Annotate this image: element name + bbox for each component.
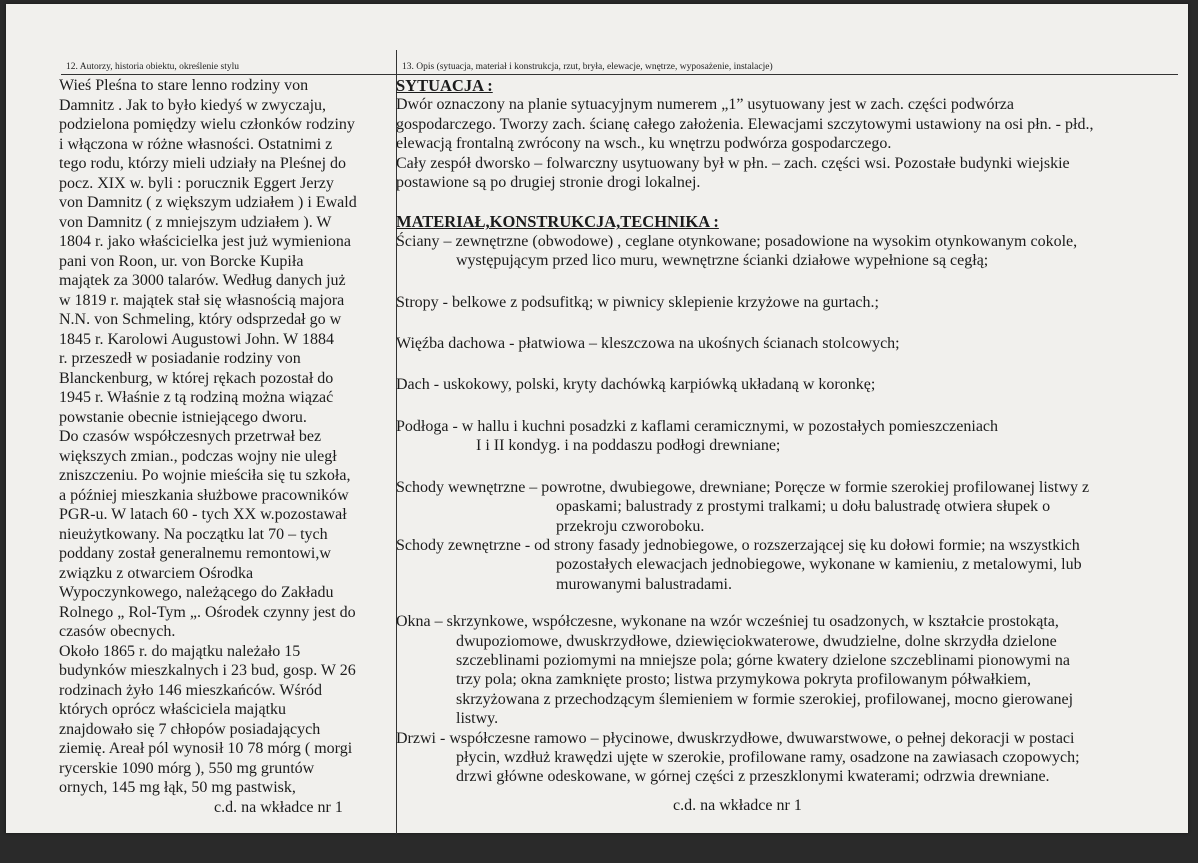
history-line: 1945 r. Właśnie z tą rodziną można wiązać (59, 389, 334, 406)
history-line: czasów obecnych. (59, 623, 176, 640)
history-line: większych zmian., podczas wojny nie uległ (59, 447, 337, 465)
left-continuation-note: c.d. na wkładce nr 1 (214, 798, 343, 816)
history-line: a później mieszkania służbowe pracowników (59, 486, 349, 504)
schody-wew-line: Schody wewnętrzne – powrotne, dwubiegowe, drewniane; Poręcze w formie szerokiej profilowanej listwy z (396, 478, 1090, 496)
sytuacja-line: gospodarczego. Tworzy zach. ścianę całego założenia. Elewacjami szczytowymi ustawiony na osi płn. - płd., (396, 115, 1094, 133)
right-continuation-note: c.d. na wkładce nr 1 (673, 797, 802, 814)
material-title: MATERIAŁ,KONSTRUKCJA,TECHNIKA : (396, 212, 719, 232)
history-line: von Damnitz ( z mniejszym udziałem ). W (59, 213, 332, 231)
schody-wew-line: opaskami; balustrady z prostymi tralkami; u dołu balustradę otwiera słupek o (556, 498, 1051, 516)
sciany-line: występującym przed lico muru, wewnętrzne ścianki działowe wypełnione są cegłą; (456, 252, 989, 270)
history-line: nieużytkowany. Na początku lat 70 – tych (59, 525, 328, 543)
history-line: poddany został generalnemu remontowi,w (59, 545, 331, 562)
sytuacja-line: Dwór oznaczony na planie sytuacyjnym numerem „1” usytuowany jest w zach. części podwórza (396, 96, 1014, 114)
stropy-line: Stropy - belkowe z podsufitką; w piwnicy sklepienie krzyżowe na gurtach.; (396, 293, 879, 311)
okna-line: Okna – skrzynkowe, współczesne, wykonane na wzór wcześniej tu osadzonych, w kształcie prostokąta, (396, 613, 1059, 631)
drzwi-line: Drzwi - współczesne ramowo – płycinowe, dwuskrzydłowe, dwuwarstwowe, o pełnej dekoracji w postaci (396, 729, 1075, 747)
history-line: zniszczeniu. Po wojnie mieściła się tu szkoła, (59, 467, 351, 484)
header-rule (61, 74, 1178, 75)
dach-line: Dach - uskokowy, polski, kryty dachówką karpiówką układaną w koronkę; (396, 376, 876, 394)
sytuacja-line: postawione są po drugiej stronie drogi lokalnej. (396, 174, 701, 192)
history-line: znajdowało się 7 chłopów posiadających (59, 720, 321, 738)
history-line: rodzinach żyło 146 mieszkańców. Wśród (59, 681, 323, 699)
history-line: majątek za 3000 talarów. Według danych już (59, 272, 346, 289)
okna-line: skrzyżowana z przechodzącym ślemieniem w formie szerokiej, profilowanej, mocno gierowanej (456, 690, 1074, 708)
sytuacja-line: elewacją frontalną zwrócony na wsch., ku wnętrzu podwórza gospodarczego. (396, 135, 892, 153)
history-line: Wypoczynkowego, należącego do Zakładu (59, 584, 334, 601)
history-line: r. przeszedł w posiadanie rodziny von (59, 350, 301, 367)
history-line: von Damnitz ( z większym udziałem ) i Ewald (59, 194, 357, 211)
wiezba-line: Więźba dachowa - płatwiowa – kleszczowa na ukośnych ścianach stolcowych; (396, 335, 900, 353)
history-line: i włączona w różne własności. Ostatnimi z (59, 135, 333, 153)
schody-zew-line: pozostałych elewacjach jednobiegowe, wykonane w kamieniu, z metalowymi, lub (556, 556, 1082, 574)
history-line: Damnitz . Jak to było kiedyś w zwyczaju, (59, 96, 327, 114)
history-line: Około 1865 r. do majątku należało 15 (59, 642, 301, 660)
sytuacja-title: SYTUACJA : (396, 76, 493, 95)
left-column-heading: 12. Autorzy, historia obiektu, określenie stylu (66, 62, 239, 72)
history-line: Wieś Pleśna to stare lenno rodziny von (59, 77, 309, 94)
history-line: związku z otwarciem Ośrodka (59, 564, 254, 582)
history-line: N.N. von Schmeling, który odsprzedał go w (59, 311, 342, 328)
history-column (59, 76, 389, 817)
history-line: ornych, 145 mg łąk, 50 mg pastwisk, (59, 779, 296, 796)
okna-line: trzy pola; okna zamknięte prosto; listwa przymykowa pokryta profilowanym półwałkiem, (456, 671, 1031, 689)
history-line: w 1819 r. majątek stał się własnością majora (59, 291, 345, 309)
right-column-heading: 13. Opis (sytuacja, materiał i konstrukcja, rzut, bryła, elewacje, wnętrze, wyposażenie, instalacje) (402, 62, 773, 72)
history-line: Blanckenburg, w której rękach pozostał do (59, 369, 334, 387)
history-line: budynków mieszkalnych i 23 bud, gosp. W 26 (59, 662, 356, 679)
description-column (396, 76, 1172, 787)
okna-line: dwupoziomowe, dwuskrzydłowe, dziewięciokwaterowe, dwudzielne, dolne skrzydła dzielone (456, 632, 1057, 650)
history-line: rycerskie 1090 mórg ), 550 mg gruntów (59, 759, 315, 777)
schody-zew-line: Schody zewnętrzne - od strony fasady jednobiegowe, o rozszerzającej się ku dołowi formie; na wszystkich (396, 536, 1080, 554)
history-line: Rolnego „ Rol-Tym „. Ośrodek czynny jest do (59, 603, 356, 621)
history-line: tego rodu, którzy mieli udziały na Pleśnej do (59, 155, 347, 172)
sciany-line: Ściany – zewnętrzne (obwodowe) , ceglane otynkowane; posadowione na wysokim otynkowanym cokole, (396, 232, 1078, 250)
podloga-line: I i II kondyg. i na poddaszu podłogi drewniane; (476, 437, 781, 455)
drzwi-line: drzwi główne odeskowane, w górnej części z przeszklonymi kwaterami; odrzwia drewniane. (456, 768, 1050, 786)
history-line: pocz. XIX w. byli : porucznik Eggert Jerzy (59, 174, 334, 192)
history-line: 1804 r. jako właścicielka jest już wymieniona (59, 233, 351, 250)
history-line: pani von Roon, ur. von Borcke Kupiła (59, 252, 304, 270)
schody-zew-line: murowanymi balustradami. (556, 575, 732, 593)
drzwi-line: płycin, wzdłuż krawędzi ujęte w szerokie, profilowane ramy, osadzone na zawiasach czopowych; (456, 748, 1080, 766)
history-line: których oprócz właściciela majątku (59, 701, 287, 718)
sytuacja-line: Cały zespół dworsko – folwarczny usytuowany był w płn. – zach. części wsi. Pozostałe budynki wiejskie (396, 154, 1070, 172)
history-line: podzielona pomiędzy wielu członków rodziny (59, 116, 355, 133)
history-line: ziemię. Areał pól wynosił 10 78 mórg ( morgi (59, 740, 353, 757)
podloga-line: Podłoga - w hallu i kuchni posadzki z kaflami ceramicznymi, w pozostałych pomieszczeniach (396, 417, 999, 435)
schody-wew-line: przekroju czworoboku. (556, 517, 705, 535)
history-line: powstanie obecnie istniejącego dworu. (59, 408, 307, 426)
okna-line: listwy. (456, 710, 499, 728)
history-line: PGR-u. W latach 60 - tych XX w.pozostawał (59, 506, 347, 523)
history-line: Do czasów współczesnych przetrwał bez (59, 428, 322, 445)
okna-line: szczeblinami poziomymi na mniejsze pola; górne kwatery dzielone szczeblinami pionowymi na (456, 651, 1071, 669)
history-line: 1845 r. Karolowi Augustowi John. W 1884 (59, 330, 334, 348)
